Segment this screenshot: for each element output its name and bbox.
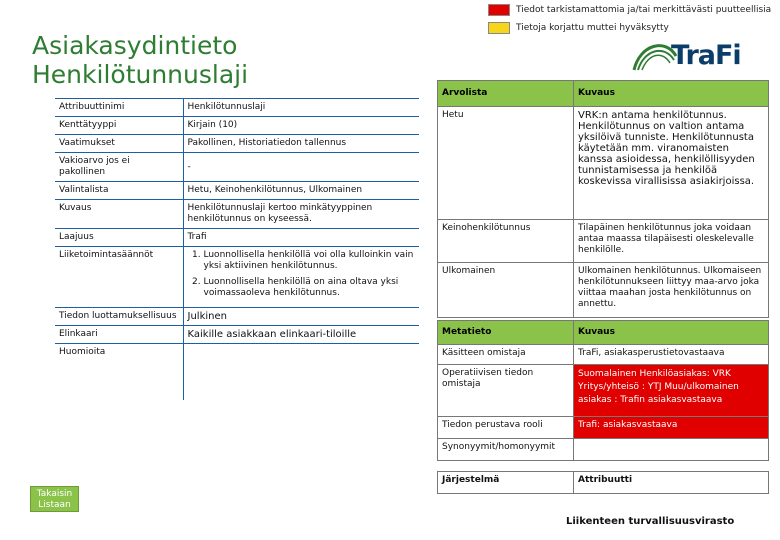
table-row [438, 220, 769, 263]
attr-key: Kuvaus [55, 200, 183, 229]
attr-value: Kirjain (10) [183, 117, 419, 135]
table-row [438, 417, 769, 439]
table-row [55, 182, 419, 200]
back-button-line-1: Takaisin [36, 489, 73, 499]
legend-swatch-red [488, 4, 510, 16]
attribute-table [55, 98, 419, 400]
meta-value: TraFi, asiakasperustietovastaava [574, 345, 769, 365]
table-row [438, 365, 769, 417]
table-header-row [438, 321, 769, 345]
table-row [438, 439, 769, 461]
attr-key: Valintalista [55, 182, 183, 200]
value-name: Keinohenkilötunnus [438, 220, 574, 263]
attr-value: Henkilötunnuslaji kertoo minkätyyppinen henkilötunnus on kyseessä. [183, 200, 419, 229]
table-row [55, 153, 419, 182]
meta-key: Käsitteen omistaja [438, 345, 574, 365]
table-row [55, 99, 419, 117]
legend-label: Tiedot tarkistamattomia ja/tai merkittävästi puutteellisia [516, 5, 772, 15]
footer-agency-name: Liikenteen turvallisuusvirasto [566, 516, 735, 527]
attr-value: Trafi [183, 229, 419, 247]
column-header: Attribuutti [574, 472, 769, 494]
rule-item: 1. Luonnollisella henkilöllä voi olla kulloinkin vain yksi aktiivinen henkilötunnus. [204, 250, 416, 272]
table-row [438, 107, 769, 220]
table-row [55, 326, 419, 344]
back-to-list-button[interactable] [30, 486, 79, 512]
attr-value: - [183, 153, 419, 182]
table-row [55, 247, 419, 308]
metadata-table [437, 320, 769, 461]
title-line-1: Asiakasydintieto [32, 31, 238, 60]
attr-key: Attribuuttinimi [55, 99, 183, 117]
table-row [55, 229, 419, 247]
attr-value: Pakollinen, Historiatiedon tallennus [183, 135, 419, 153]
column-header: Järjestelmä [438, 472, 574, 494]
systems-table [437, 471, 769, 494]
attr-key: Elinkaari [55, 326, 183, 344]
attr-value [183, 344, 419, 400]
table-row [55, 344, 419, 400]
column-header: Arvolista [438, 81, 574, 107]
attr-value: Henkilötunnuslaji [183, 99, 419, 117]
title-line-2: Henkilötunnuslaji [32, 60, 249, 89]
column-header: Metatieto [438, 321, 574, 345]
table-row [55, 308, 419, 326]
table-row [55, 200, 419, 229]
value-desc: Ulkomainen henkilötunnus. Ulkomaiseen henkilötunnukseen liittyy maa-arvo joka viittaa maahan josta henkilötunnus on annettu. [574, 263, 769, 318]
table-header-row [438, 81, 769, 107]
back-button-line-2: Listaan [38, 500, 71, 510]
rule-item: 2. Luonnollisella henkilöllä on aina oltava yksi voimassaoleva henkilötunnus. [204, 277, 416, 299]
legend-swatch-yellow [488, 22, 510, 34]
attr-key: Liiketoimintasäännöt [55, 247, 183, 308]
table-row [55, 117, 419, 135]
attr-key: Vaatimukset [55, 135, 183, 153]
table-row [55, 135, 419, 153]
column-header: Kuvaus [574, 81, 769, 107]
logo-text: TraFi [671, 40, 741, 71]
attr-value: Kaikille asiakkaan elinkaari-tiloille [183, 326, 419, 344]
table-row [438, 345, 769, 365]
attr-key: Laajuus [55, 229, 183, 247]
value-name: Ulkomainen [438, 263, 574, 318]
attr-key: Vakioarvo jos ei pakollinen [55, 153, 183, 182]
value-desc: VRK:n antama henkilötunnus. Henkilötunnus on valtion antama yksilöivä tunniste. Henkilötunnusta käytetään mm. viranomaisten kanssa asioidessa, henkilöllisyyden tunnistamisessa ja henkilöä koskevissa virallisissa asiakirjoissa. [574, 107, 769, 220]
attr-key: Tiedon luottamuksellisuus [55, 308, 183, 326]
trafi-logo [628, 36, 758, 76]
value-list-table [437, 80, 769, 318]
meta-value-flagged: Suomalainen Henkilöasiakas: VRK Yritys/yhteisö : YTJ Muu/ulkomainen asiakas : Trafin asiakasvastaava [574, 365, 769, 417]
meta-key: Synonyymit/homonyymit [438, 439, 574, 461]
table-header-row [438, 472, 769, 494]
legend-item-unchecked [488, 4, 771, 16]
meta-key: Tiedon perustava rooli [438, 417, 574, 439]
table-row [438, 263, 769, 318]
rules-list [188, 250, 416, 299]
legend-item-corrected [488, 22, 669, 34]
attr-value: Julkinen [183, 308, 419, 326]
meta-value [574, 439, 769, 461]
attr-key: Kenttätyyppi [55, 117, 183, 135]
meta-value-flagged: Trafi: asiakasvastaava [574, 417, 769, 439]
column-header: Kuvaus [574, 321, 769, 345]
business-rules [183, 247, 419, 308]
legend-label: Tietoja korjattu muttei hyväksytty [516, 23, 669, 33]
attr-key: Huomioita [59, 347, 106, 357]
attr-value: Hetu, Keinohenkilötunnus, Ulkomainen [183, 182, 419, 200]
value-desc: Tilapäinen henkilötunnus joka voidaan antaa maassa tilapäisesti oleskelevalle henkilölle. [574, 220, 769, 263]
value-name: Hetu [438, 107, 574, 220]
meta-key: Operatiivisen tiedon omistaja [438, 365, 574, 417]
page-title [32, 31, 248, 89]
